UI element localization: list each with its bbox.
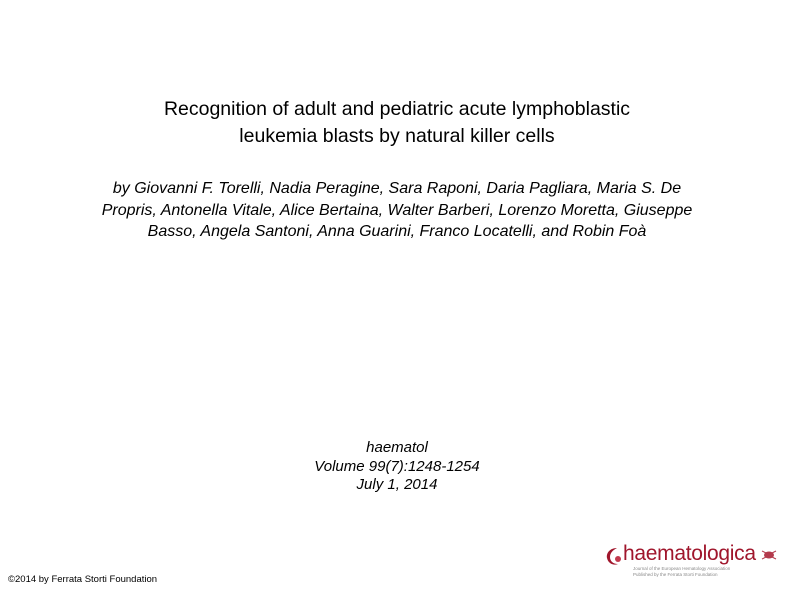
haematologica-logo-icon: [603, 546, 623, 568]
journal-name: haematol: [366, 439, 428, 456]
article-title: [40, 96, 754, 150]
logo-wordmark: haematologica: [623, 542, 756, 565]
publication-date: July 1, 2014: [356, 476, 438, 493]
logo-tagline: [633, 566, 778, 577]
copyright-notice: ©2014 by Ferrata Storti Foundation: [8, 574, 158, 585]
logo-tagline-line-1: Journal of the European Hematology Association: [633, 566, 731, 571]
citation-block: [197, 439, 597, 495]
journal-volume: Volume 99(7):1248-1254: [314, 457, 480, 475]
article-authors: [40, 178, 754, 243]
article-title-line-1: Recognition of adult and pediatric acute lymphoblastic: [163, 98, 631, 120]
authors-line-3: Basso, Angela Santoni, Anna Guarini, Franco Locatelli, and Robin Foà: [147, 223, 647, 240]
authors-line-1: by Giovanni F. Torelli, Nadia Peragine, Sara Raponi, Daria Pagliara, Maria S. De: [112, 180, 682, 197]
article-title-line-2: leukemia blasts by natural killer cells: [239, 125, 555, 147]
cell-decoration-icon: [760, 549, 778, 561]
haematologica-logo: [603, 541, 783, 579]
authors-line-2: Propris, Antonella Vitale, Alice Bertaina, Walter Barberi, Lorenzo Moretta, Giuseppe: [101, 201, 693, 219]
logo-tagline-line-2: Published by the Ferrata Storti Foundation: [633, 571, 718, 577]
